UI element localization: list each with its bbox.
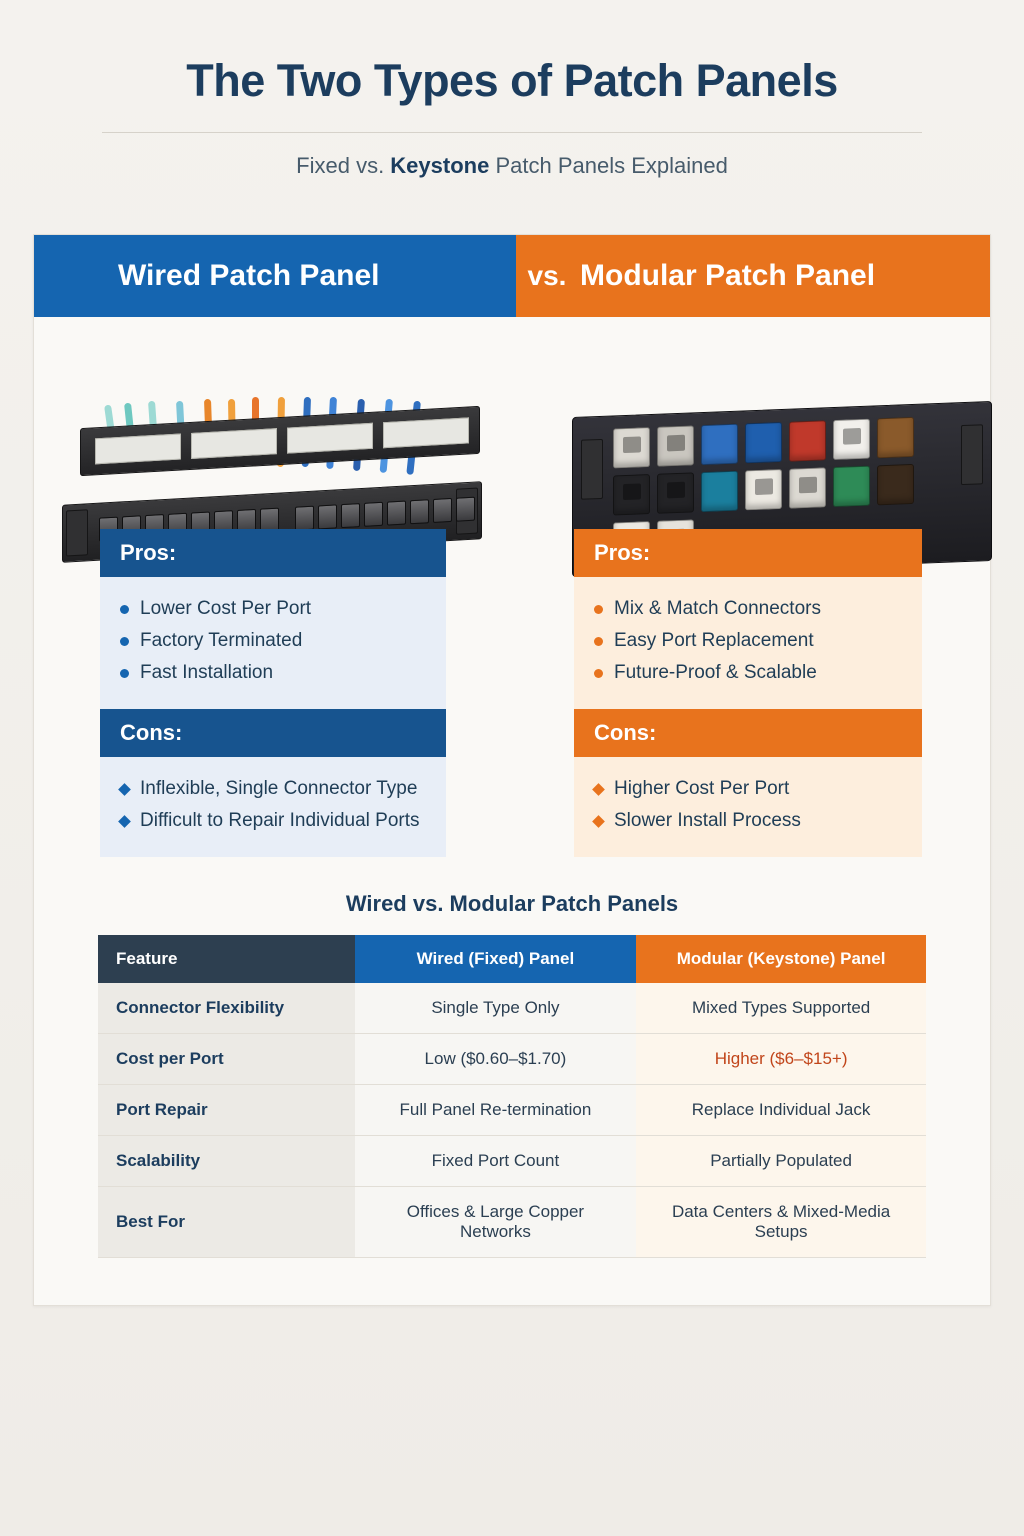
list-item xyxy=(120,593,426,625)
rack-ear xyxy=(961,424,983,485)
keystone-jack xyxy=(833,466,870,507)
table-row xyxy=(98,1187,926,1258)
list-item xyxy=(120,805,426,837)
list-item-label: Fast Installation xyxy=(140,662,274,683)
rj45-port xyxy=(295,506,314,531)
keystone-jack xyxy=(701,424,738,465)
subtitle-post: Patch Panels Explained xyxy=(489,152,728,178)
keystone-jack xyxy=(657,472,694,513)
bullet-diamond-icon xyxy=(592,815,605,828)
list-item xyxy=(594,593,902,625)
modular-pros-cons xyxy=(512,529,990,857)
table-header-wired: Wired (Fixed) Panel xyxy=(355,935,637,983)
keystone-jack xyxy=(877,464,914,505)
cell-wired: Single Type Only xyxy=(355,983,637,1034)
comparison-table xyxy=(98,935,926,1258)
table-header-feature: Feature xyxy=(98,935,355,983)
table-title: Wired vs. Modular Patch Panels xyxy=(345,891,679,916)
rj45-port xyxy=(387,501,406,526)
punchdown-block xyxy=(287,423,373,454)
cell-feature: Scalability xyxy=(98,1136,355,1187)
cell-feature: Cost per Port xyxy=(98,1034,355,1085)
cell-wired: Fixed Port Count xyxy=(355,1136,637,1187)
list-item xyxy=(594,773,902,805)
table-header xyxy=(98,935,926,983)
keystone-jack xyxy=(745,469,782,510)
bullet-diamond-icon xyxy=(118,783,131,796)
rj45-port xyxy=(433,498,452,523)
modular-pros-list xyxy=(574,577,922,709)
cell-wired: Full Panel Re-termination xyxy=(355,1085,637,1136)
subtitle-emphasis: Keystone xyxy=(390,152,490,178)
list-item xyxy=(120,625,426,657)
comparison-banner xyxy=(34,235,990,317)
list-item xyxy=(594,625,902,657)
cell-feature: Best For xyxy=(98,1187,355,1258)
bullet-dot-icon xyxy=(594,637,603,646)
wired-pros-list xyxy=(100,577,446,709)
banner-vs-label: vs. xyxy=(527,260,567,291)
modular-cons-list xyxy=(574,757,922,857)
list-item xyxy=(120,773,426,805)
comparison-card xyxy=(33,234,991,1306)
header xyxy=(0,0,1024,179)
table-body xyxy=(98,983,926,1258)
wired-pros-header: Pros: xyxy=(100,529,446,577)
wired-pros-cons xyxy=(34,529,512,857)
table-row xyxy=(98,1034,926,1085)
table-row xyxy=(98,983,926,1034)
keystone-jack xyxy=(613,474,650,515)
cell-modular: Partially Populated xyxy=(636,1136,926,1187)
rj45-port xyxy=(318,504,337,529)
subtitle-pre: Fixed vs. xyxy=(296,152,391,178)
keystone-jack xyxy=(613,427,650,468)
list-item-label: Factory Terminated xyxy=(140,630,303,651)
modular-pros-header: Pros: xyxy=(574,529,922,577)
title-divider xyxy=(102,132,922,133)
modular-panel-image xyxy=(512,317,990,529)
table-row xyxy=(98,1136,926,1187)
cell-modular: Replace Individual Jack xyxy=(636,1085,926,1136)
list-item-label: Difficult to Repair Individual Ports xyxy=(140,810,420,831)
bullet-dot-icon xyxy=(120,669,129,678)
keystone-jack xyxy=(789,467,826,508)
rj45-port xyxy=(364,502,383,527)
table-row xyxy=(98,1085,926,1136)
list-item xyxy=(594,657,902,689)
list-item-label: Mix & Match Connectors xyxy=(614,598,821,619)
page-title: The Two Types of Patch Panels xyxy=(186,55,838,106)
list-item-label: Inflexible, Single Connector Type xyxy=(140,778,418,799)
bullet-diamond-icon xyxy=(592,783,605,796)
cell-feature: Connector Flexibility xyxy=(98,983,355,1034)
list-item-label: Slower Install Process xyxy=(614,810,801,831)
rj45-port xyxy=(410,499,429,524)
pros-cons-section xyxy=(34,529,990,857)
list-item-label: Higher Cost Per Port xyxy=(614,778,790,799)
wired-cons-header: Cons: xyxy=(100,709,446,757)
wired-cons-list xyxy=(100,757,446,857)
wired-panel-image xyxy=(34,317,512,529)
list-item-label: Lower Cost Per Port xyxy=(140,598,312,619)
keystone-jack xyxy=(701,471,738,512)
comparison-table-wrap xyxy=(34,917,990,1258)
keystone-jack xyxy=(745,422,782,463)
bullet-dot-icon xyxy=(120,605,129,614)
banner-label-modular: Modular Patch Panel xyxy=(516,235,990,317)
page-subtitle xyxy=(0,153,1024,179)
cell-modular: Mixed Types Supported xyxy=(636,983,926,1034)
cell-modular: Data Centers & Mixed-Media Setups xyxy=(636,1187,926,1258)
keystone-jack xyxy=(657,425,694,466)
rj45-port xyxy=(341,503,360,528)
list-item xyxy=(594,805,902,837)
list-item-label: Future-Proof & Scalable xyxy=(614,662,817,683)
cell-wired: Offices & Large Copper Networks xyxy=(355,1187,637,1258)
bullet-dot-icon xyxy=(594,605,603,614)
panel-illustrations xyxy=(34,317,990,529)
banner-label-wired: Wired Patch Panel xyxy=(34,235,516,317)
modular-cons-header: Cons: xyxy=(574,709,922,757)
punchdown-block xyxy=(191,428,277,459)
list-item-label: Easy Port Replacement xyxy=(614,630,814,651)
table-header-modular: Modular (Keystone) Panel xyxy=(636,935,926,983)
list-item xyxy=(120,657,426,689)
rj45-port xyxy=(456,497,475,522)
keystone-jack xyxy=(833,419,870,460)
bullet-dot-icon xyxy=(594,669,603,678)
keystone-jack xyxy=(789,420,826,461)
keystone-jack xyxy=(877,417,914,458)
punchdown-block xyxy=(95,434,181,465)
bullet-dot-icon xyxy=(120,637,129,646)
bullet-diamond-icon xyxy=(118,815,131,828)
cell-feature: Port Repair xyxy=(98,1085,355,1136)
table-header-row xyxy=(98,935,926,983)
cell-wired: Low ($0.60–$1.70) xyxy=(355,1034,637,1085)
punchdown-block xyxy=(383,417,469,448)
cell-modular: Higher ($6–$15+) xyxy=(636,1034,926,1085)
rack-ear xyxy=(581,439,603,500)
